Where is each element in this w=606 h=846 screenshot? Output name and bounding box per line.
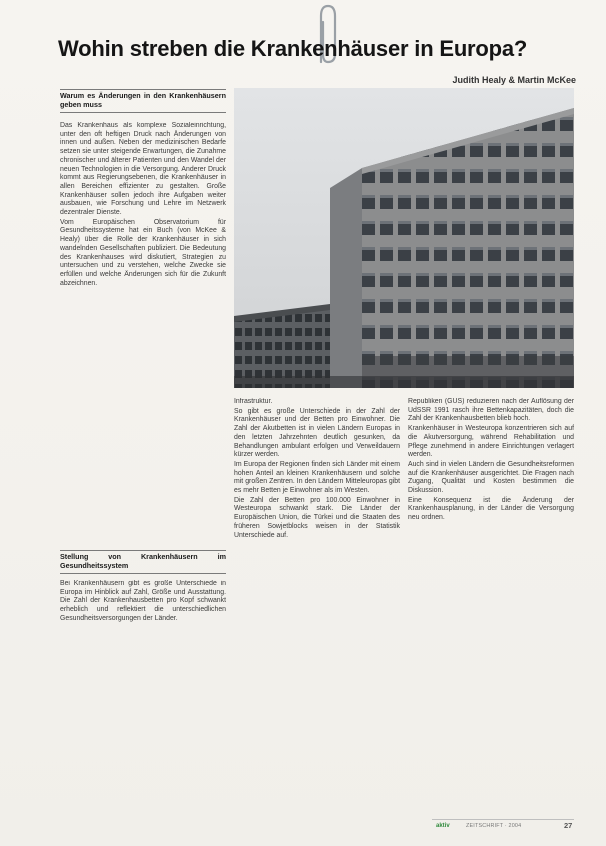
paragraph: Krankenhäuser in Westeuropa konzentrieren sich auf die Akutversorgung, während Rehabilitation und Pflege zunehmend in andere Einrichtungen verlagert werden. bbox=[408, 425, 574, 459]
footer-rule bbox=[432, 819, 574, 820]
paragraph: Vom Europäischen Observatorium für Gesundheitssysteme hat ein Buch (von McKee & Healy) über die Rolle der Krankenhäuser in sich wandelnden Gesellschaften publiziert. Die Bedeutung des Krankenhauses wird diskutiert, Strategien zu untersuchen und zu verstehen, welche Zwecke sie erfüllen und welche Änderungen sich für die Zukunft abzeichnen. bbox=[60, 218, 226, 287]
paragraph: Infrastruktur. bbox=[234, 398, 273, 405]
heading-rule bbox=[60, 573, 226, 574]
hospital-building-photo bbox=[234, 88, 574, 388]
text-column-3 bbox=[408, 398, 574, 818]
text-column-2 bbox=[234, 398, 400, 818]
article-authors: Judith Healy & Martin McKee bbox=[452, 75, 576, 85]
text-column-1-continued bbox=[60, 580, 226, 820]
page-number: 27 bbox=[564, 821, 573, 830]
section-heading: Stellung von Krankenhäusern im Gesundheitssystem bbox=[60, 552, 226, 570]
footer-issue-info: ZEITSCHRIFT · 2004 bbox=[466, 823, 522, 829]
paragraph: Republiken (GUS) reduzieren nach der Auflösung der UdSSR 1991 rasch ihre Bettenkapazitäten, doch die Zahl der Krankenhausbetten blieb hoch. bbox=[408, 398, 574, 423]
paragraph: Eine Konsequenz ist die Änderung der Krankenhausplanung, in der Länder die Versorgung neu ordnen. bbox=[408, 496, 574, 522]
paragraph: So gibt es große Unterschiede in der Zahl der Krankenhäuser und der Betten pro Einwohner. Die Zahl der Akutbetten ist in vielen Ländern Europas in den letzten Jahrzehnten deutlich gesunken, da Behandlungen ambulant erfolgen und Verweildauern kürzer werden. bbox=[234, 407, 400, 459]
paragraph: Im Europa der Regionen finden sich Länder mit einem hohen Anteil an kleinen Krankenhäusern und solche mit großen Zentren. In den Ländern Mitteleuropas gibt es mehr Betten je Einwohner als im Westen. bbox=[234, 460, 400, 495]
text-column-1 bbox=[60, 122, 226, 546]
building-illustration bbox=[234, 88, 574, 388]
paragraph: Das Krankenhaus als komplexe Sozialeinrichtung, unter den oft heftigen Druck nach Änderungen von innen und außen. Neben der medizinischen Bedarfe setzen sie unter steigende Erwartungen, die Zunahme chronischer und älterer Patienten und den Wandel der neuen Technologien in die Versorgung. Anderer Druck kommt aus Regierungsebenen, die Krankenhäuser in allen Bereichen effizienter zu gestalten. Große Krankenhäuser sollen jedoch ihre Aufgaben weiter ausbauen, wie Forschung und Lehre im Netzwerk dezentraler Dienste. bbox=[60, 122, 226, 217]
heading-rule bbox=[60, 89, 226, 90]
section-heading: Warum es Änderungen in den Krankenhäusern geben muss bbox=[60, 91, 226, 109]
paragraph: Bei Krankenhäusern gibt es große Unterschiede in Europa im Hinblick auf Zahl, Größe und Ausstattung. Die Zahl der Krankenhausbetten pro Kopf schwankt erheblich und reflektiert die unterschiedlichen Gesundheitsversorgungen der Länder. bbox=[60, 580, 226, 622]
footer-brand: aktiv bbox=[436, 823, 450, 829]
article-title: Wohin streben die Krankenhäuser in Europa? bbox=[58, 36, 528, 61]
paragraph: Auch sind in vielen Ländern die Gesundheitsreformen auf die Krankenhäuser ausgerichtet. Die Fragen nach Zugang, Qualität und Kosten bestimmen die Diskussion. bbox=[408, 460, 574, 495]
paragraph: Die Zahl der Betten pro 100.000 Einwohner in Westeuropa schwankt stark. Die Länder der Europäischen Union, die Türkei und die Staaten des früheren Sowjetblocks weisen in der Statistik Unterschiede auf. bbox=[234, 496, 400, 539]
heading-rule bbox=[60, 112, 226, 113]
heading-rule bbox=[60, 550, 226, 551]
